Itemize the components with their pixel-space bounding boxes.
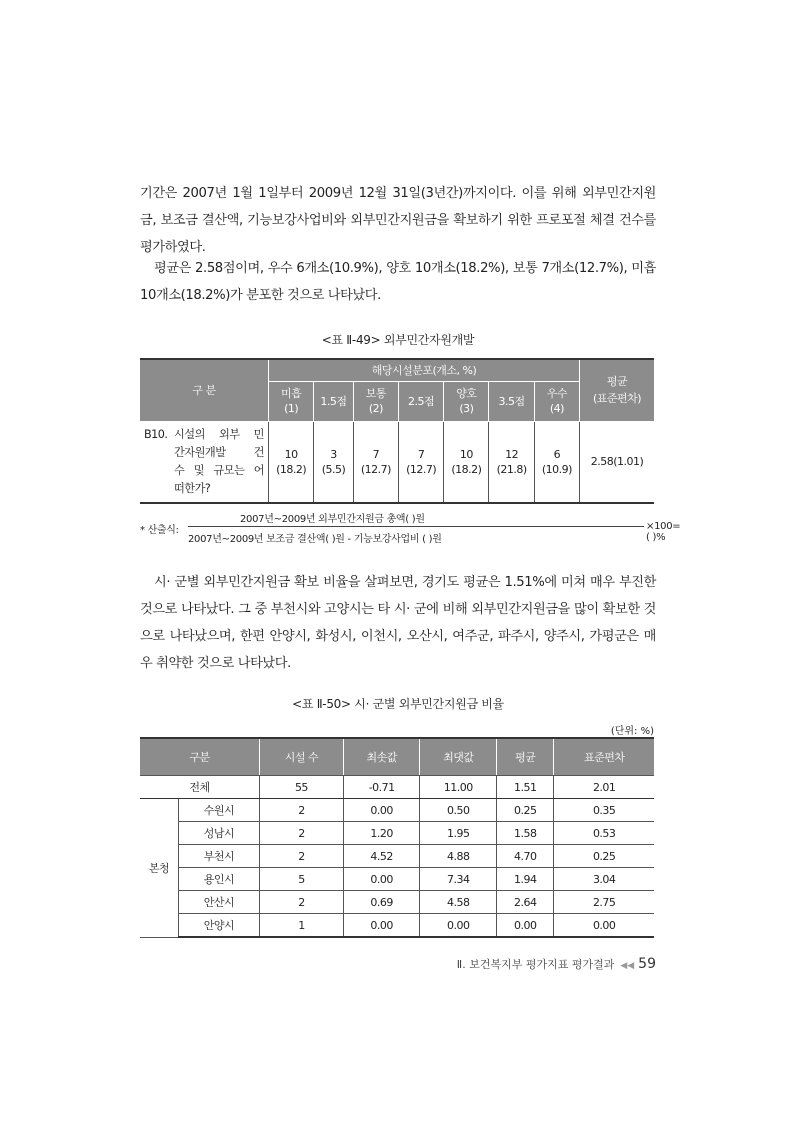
header-col: 우수 (4): [534, 381, 579, 421]
table-row: 전체 55 -0.71 11.00 1.51 2.01: [140, 776, 654, 799]
analysis-paragraph: 시· 군별 외부민간지원금 확보 비율을 살펴보면, 경기도 평균은 1.51%에 미쳐 매우 부진한 것으로 나타났다. 그 중 부천시와 고양시는 타 시· 군에 비해 외부민간지원금을 많이 확보한 것으로 나타났으며, 한편 안양시, 화성시, 이천시, 오산시, 여주군, 파주시, 양주시, 가평군은 매우 취약한 것으로 나타났다.: [140, 575, 656, 671]
header-cell: 최솟값: [343, 738, 420, 776]
result-paragraph: 평균은 2.58점이며, 우수 6개소(10.9%), 양호 10개소(18.2%), 보통 7개소(12.7%), 미흡 10개소(18.2%)가 분포한 것으로 나타났다.: [140, 261, 656, 303]
header-col: 보통 (2): [353, 381, 398, 421]
footer-section-title: Ⅱ. 보건복지부 평가지표 평가결과: [456, 958, 615, 971]
header-distribution: 해당시설분포(개소, %): [269, 359, 580, 381]
row-name: 성남시: [179, 822, 260, 845]
page-number: 59: [638, 956, 656, 972]
header-cell: 구분: [140, 738, 260, 776]
header-average-label: 평균: [606, 375, 628, 389]
unit-label: (단위: %): [610, 726, 654, 737]
header-col: 2.5점: [398, 381, 443, 421]
table2-caption: <표 Ⅱ-50> 시· 군별 외부민간지원금 비율: [292, 697, 504, 711]
header-cell: 표준편차: [554, 738, 654, 776]
city-ratio-table: [140, 737, 654, 938]
header-category: 구 분: [140, 359, 269, 421]
table-row: 본청 수원시 2 0.00 0.50 0.25 0.35: [140, 799, 654, 822]
formula-label: * 산출식:: [140, 525, 179, 536]
table-row: 부천시 2 4.52 4.88 4.70 0.25: [140, 845, 654, 868]
external-resource-table: [140, 358, 654, 504]
item-code: B10.: [144, 427, 168, 441]
header-col: 1.5점: [314, 381, 353, 421]
header-cell: 시설 수: [260, 738, 344, 776]
formula-denominator: 2007년~2009년 보조금 결산액( )원 - 기능보강사업비 ( )원: [188, 534, 442, 545]
distribution-cell: 7 (12.7): [353, 421, 398, 503]
formula-result: ×100=( )%: [646, 521, 681, 543]
header-col: 양호 (3): [444, 381, 489, 421]
header-cell: 평균: [497, 738, 554, 776]
distribution-cell: 3 (5.5): [314, 421, 353, 503]
table-row: 안양시 1 0.00 0.00 0.00 0.00: [140, 914, 654, 938]
formula: [140, 508, 681, 545]
header-cell: 최댓값: [420, 738, 497, 776]
table-row: 성남시 2 1.20 1.95 1.58 0.53: [140, 822, 654, 845]
row-name: 안양시: [179, 914, 260, 938]
row-name: 안산시: [179, 891, 260, 914]
group-cell: 본청: [140, 799, 179, 938]
double-arrow-left-icon: ◀◀: [620, 961, 635, 971]
header-average: [580, 359, 655, 421]
intro-paragraph: 기간은 2007년 1월 1일부터 2009년 12월 31일(3년간)까지이다. 이를 위해 외부민간지원금, 보조금 결산액, 기능보강사업비와 외부민간지원금을 확보하기 위한 프로포절 체결 건수를 평가하였다.: [140, 186, 656, 255]
table1-caption: <표 Ⅱ-49> 외부민간자원개발: [321, 333, 475, 347]
formula-numerator: 2007년~2009년 외부민간지원금 총액( )원: [240, 514, 425, 525]
distribution-cell: 7 (12.7): [398, 421, 443, 503]
distribution-cell: 6 (10.9): [534, 421, 579, 503]
table-row: 안산시 2 0.69 4.58 2.64 2.75: [140, 891, 654, 914]
fraction-line: [188, 526, 644, 527]
item-question: 시설의 외부 민 간자원개발 건 수 및 규모는 어 떠한가?: [174, 427, 264, 495]
distribution-cell: 10 (18.2): [269, 421, 314, 503]
row-name: 전체: [140, 776, 260, 799]
header-col: 미흡 (1): [269, 381, 314, 421]
header-col: 3.5점: [489, 381, 534, 421]
table-row: 용인시 5 0.00 7.34 1.94 3.04: [140, 868, 654, 891]
row-name: 수원시: [179, 799, 260, 822]
page-footer: [420, 956, 656, 972]
row-name: 부천시: [179, 845, 260, 868]
distribution-cell: 10 (18.2): [444, 421, 489, 503]
distribution-cell: 12 (21.8): [489, 421, 534, 503]
average-cell: 2.58(1.01): [580, 421, 655, 503]
row-name: 용인시: [179, 868, 260, 891]
header-sd-label: (표준편차): [592, 392, 642, 406]
item-cell: [140, 421, 269, 503]
